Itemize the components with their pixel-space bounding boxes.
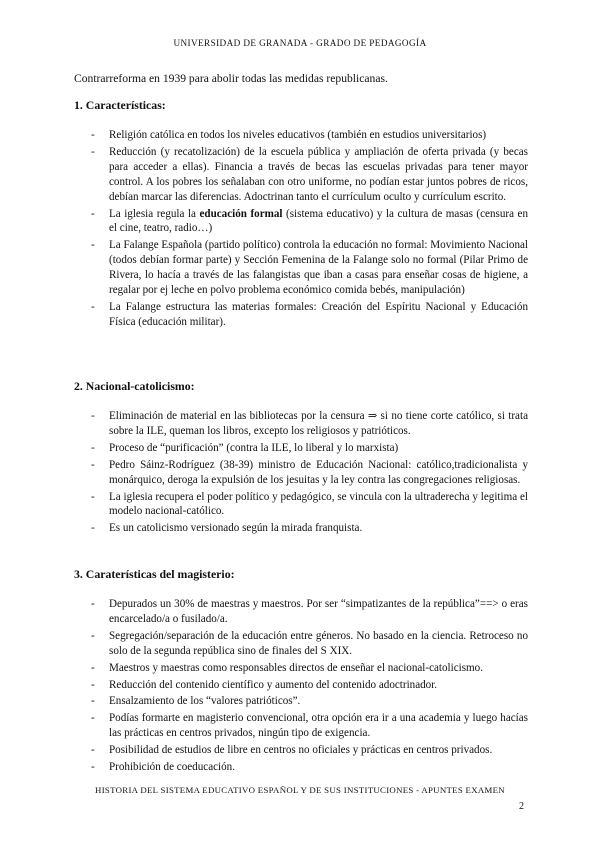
dash-bullet-icon: -: [91, 300, 95, 313]
dash-bullet-icon: -: [91, 598, 95, 610]
item-text: Ensalzamiento de los “valores patrióticos”.: [109, 695, 301, 708]
list-item: [74, 300, 528, 330]
item-text-pre: La iglesia regula la: [109, 207, 200, 220]
dash-bullet-icon: -: [91, 145, 95, 158]
section-title: 1. Características:: [74, 98, 166, 112]
list-item: [74, 207, 528, 237]
bullet-list: [74, 128, 528, 330]
item-text: Reducción (y recatolización) de la escuela pública y ampliación de oferta privada (y becas para acceder a ellas). Financia a través de becas las escuelas privadas para tener mayor control. A los pobres los señalaban con otro uniforme, no podían estar juntos pobres de ricos, debían marcar las diferencias. Adoctrinan tanto el currículum oculto y currículum escrito.: [109, 145, 528, 203]
list-item: [74, 661, 528, 676]
section-title: 2. Nacional-catolicismo:: [74, 379, 195, 393]
list-item: [74, 128, 528, 143]
intro-paragraph: Contrarreforma en 1939 para abolir todas las medidas republicanas.: [74, 72, 388, 85]
list-item: [74, 441, 528, 456]
item-text: Prohibición de coeducación.: [109, 761, 235, 774]
item-text: Reducción del contenido científico y aumento del contenido adoctrinador.: [109, 678, 438, 691]
item-text-bold: educación formal: [199, 207, 283, 220]
list-item: [74, 597, 528, 627]
dash-bullet-icon: -: [91, 458, 95, 471]
dash-bullet-icon: -: [91, 712, 95, 725]
list-item: [74, 521, 528, 536]
dash-bullet-icon: -: [91, 629, 95, 642]
item-text: Depurados un 30% de maestras y maestros. Por ser “simpatizantes de la república”==> o eras encarcelado/a o fusilado/a.: [109, 598, 528, 625]
section-magisterio: [74, 567, 528, 777]
list-item: [74, 629, 528, 659]
dash-bullet-icon: -: [91, 441, 95, 454]
dash-bullet-icon: -: [91, 695, 95, 708]
list-item: [74, 743, 528, 758]
list-item: [74, 711, 528, 741]
item-text: Proceso de “purificación” (contra la ILE, lo liberal y lo marxista): [109, 441, 399, 454]
dash-bullet-icon: -: [91, 761, 95, 774]
list-item: [74, 760, 528, 775]
item-text: Maestros y maestras como responsables directos de enseñar el nacional-catolicismo.: [109, 661, 483, 674]
dash-bullet-icon: -: [91, 207, 95, 220]
dash-bullet-icon: -: [91, 522, 95, 535]
bullet-list: [74, 597, 528, 775]
list-item: [74, 694, 528, 709]
section-title: 3. Caraterísticas del magisterio:: [74, 567, 235, 581]
list-item: [74, 238, 528, 298]
dash-bullet-icon: -: [91, 661, 95, 674]
list-item: [74, 490, 528, 520]
list-item: [74, 458, 528, 488]
list-item: [74, 409, 528, 439]
item-text: La iglesia recupera el poder político y pedagógico, se vincula con la ultraderecha y legitima el modelo nacional-católico.: [109, 490, 528, 518]
list-item: [74, 145, 528, 205]
dash-bullet-icon: -: [91, 490, 95, 503]
item-text: La Falange Española (partido político) controla la educación no formal: Movimiento Nacional (todos debían formar parte) y Sección Femenina de la Falange solo no formal (Pilar Primo de Rivera, lo hacía a través de las falangistas que iban a casas para enseñar cosas de higiene, a regalar por ej leche en polvo problema económico comida bebés, manipulación): [109, 239, 528, 297]
item-text: Religión católica en todos los niveles educativos (también en estudios universitarios): [109, 129, 487, 141]
item-text: Es un catolicismo versionado según la mirada franquista.: [109, 522, 363, 535]
list-item: [74, 678, 528, 693]
dash-bullet-icon: -: [91, 239, 95, 252]
item-text: La Falange estructura las materias formales: Creación del Espíritu Nacional y Educación Física (educación militar).: [109, 300, 528, 328]
page-footer: HISTORIA DEL SISTEMA EDUCATIVO ESPAÑOL Y DE SUS INSTITUCIONES - APUNTES EXAMEN: [95, 785, 505, 795]
item-text: Pedro Sáinz-Rodríguez (38-39) ministro de Educación Nacional: católico,tradicionalista y monárquico, deroga la expulsión de los jesuitas y la ley contra las congregaciones religiosas.: [109, 458, 528, 486]
section-nacional-catolicismo: [74, 379, 528, 538]
bullet-list: [74, 409, 528, 536]
page-header: UNIVERSIDAD DE GRANADA - GRADO DE PEDAGOGÍA: [173, 38, 427, 48]
item-text-post: (sistema educativo) y la cultura de masas (censura en el cine, teatro, radio…): [109, 207, 528, 235]
dash-bullet-icon: -: [91, 129, 95, 141]
item-text: Segregación/separación de la educación entre géneros. No basado en la ciencia. Retroceso no solo de la segunda república sino de finales del S XIX.: [109, 629, 528, 657]
dash-bullet-icon: -: [91, 678, 95, 691]
item-text: Podías formarte en magisterio convencional, otra opción era ir a una academia y luego hacías las prácticas en centros privados, ningún tipo de exigencia.: [109, 712, 528, 740]
dash-bullet-icon: -: [91, 410, 95, 422]
item-text: Posibilidad de estudios de libre en centros no oficiales y prácticas en centros privados.: [109, 744, 493, 757]
item-text: Eliminación de material en las bibliotecas por la censura ⇒ si no tiene corte católico, si trata sobre la ILE, queman los libros, excepto los religiosos y patrióticos.: [109, 410, 528, 437]
page-number: 2: [519, 801, 524, 812]
dash-bullet-icon: -: [91, 744, 95, 757]
section-caracteristicas: [74, 98, 528, 332]
